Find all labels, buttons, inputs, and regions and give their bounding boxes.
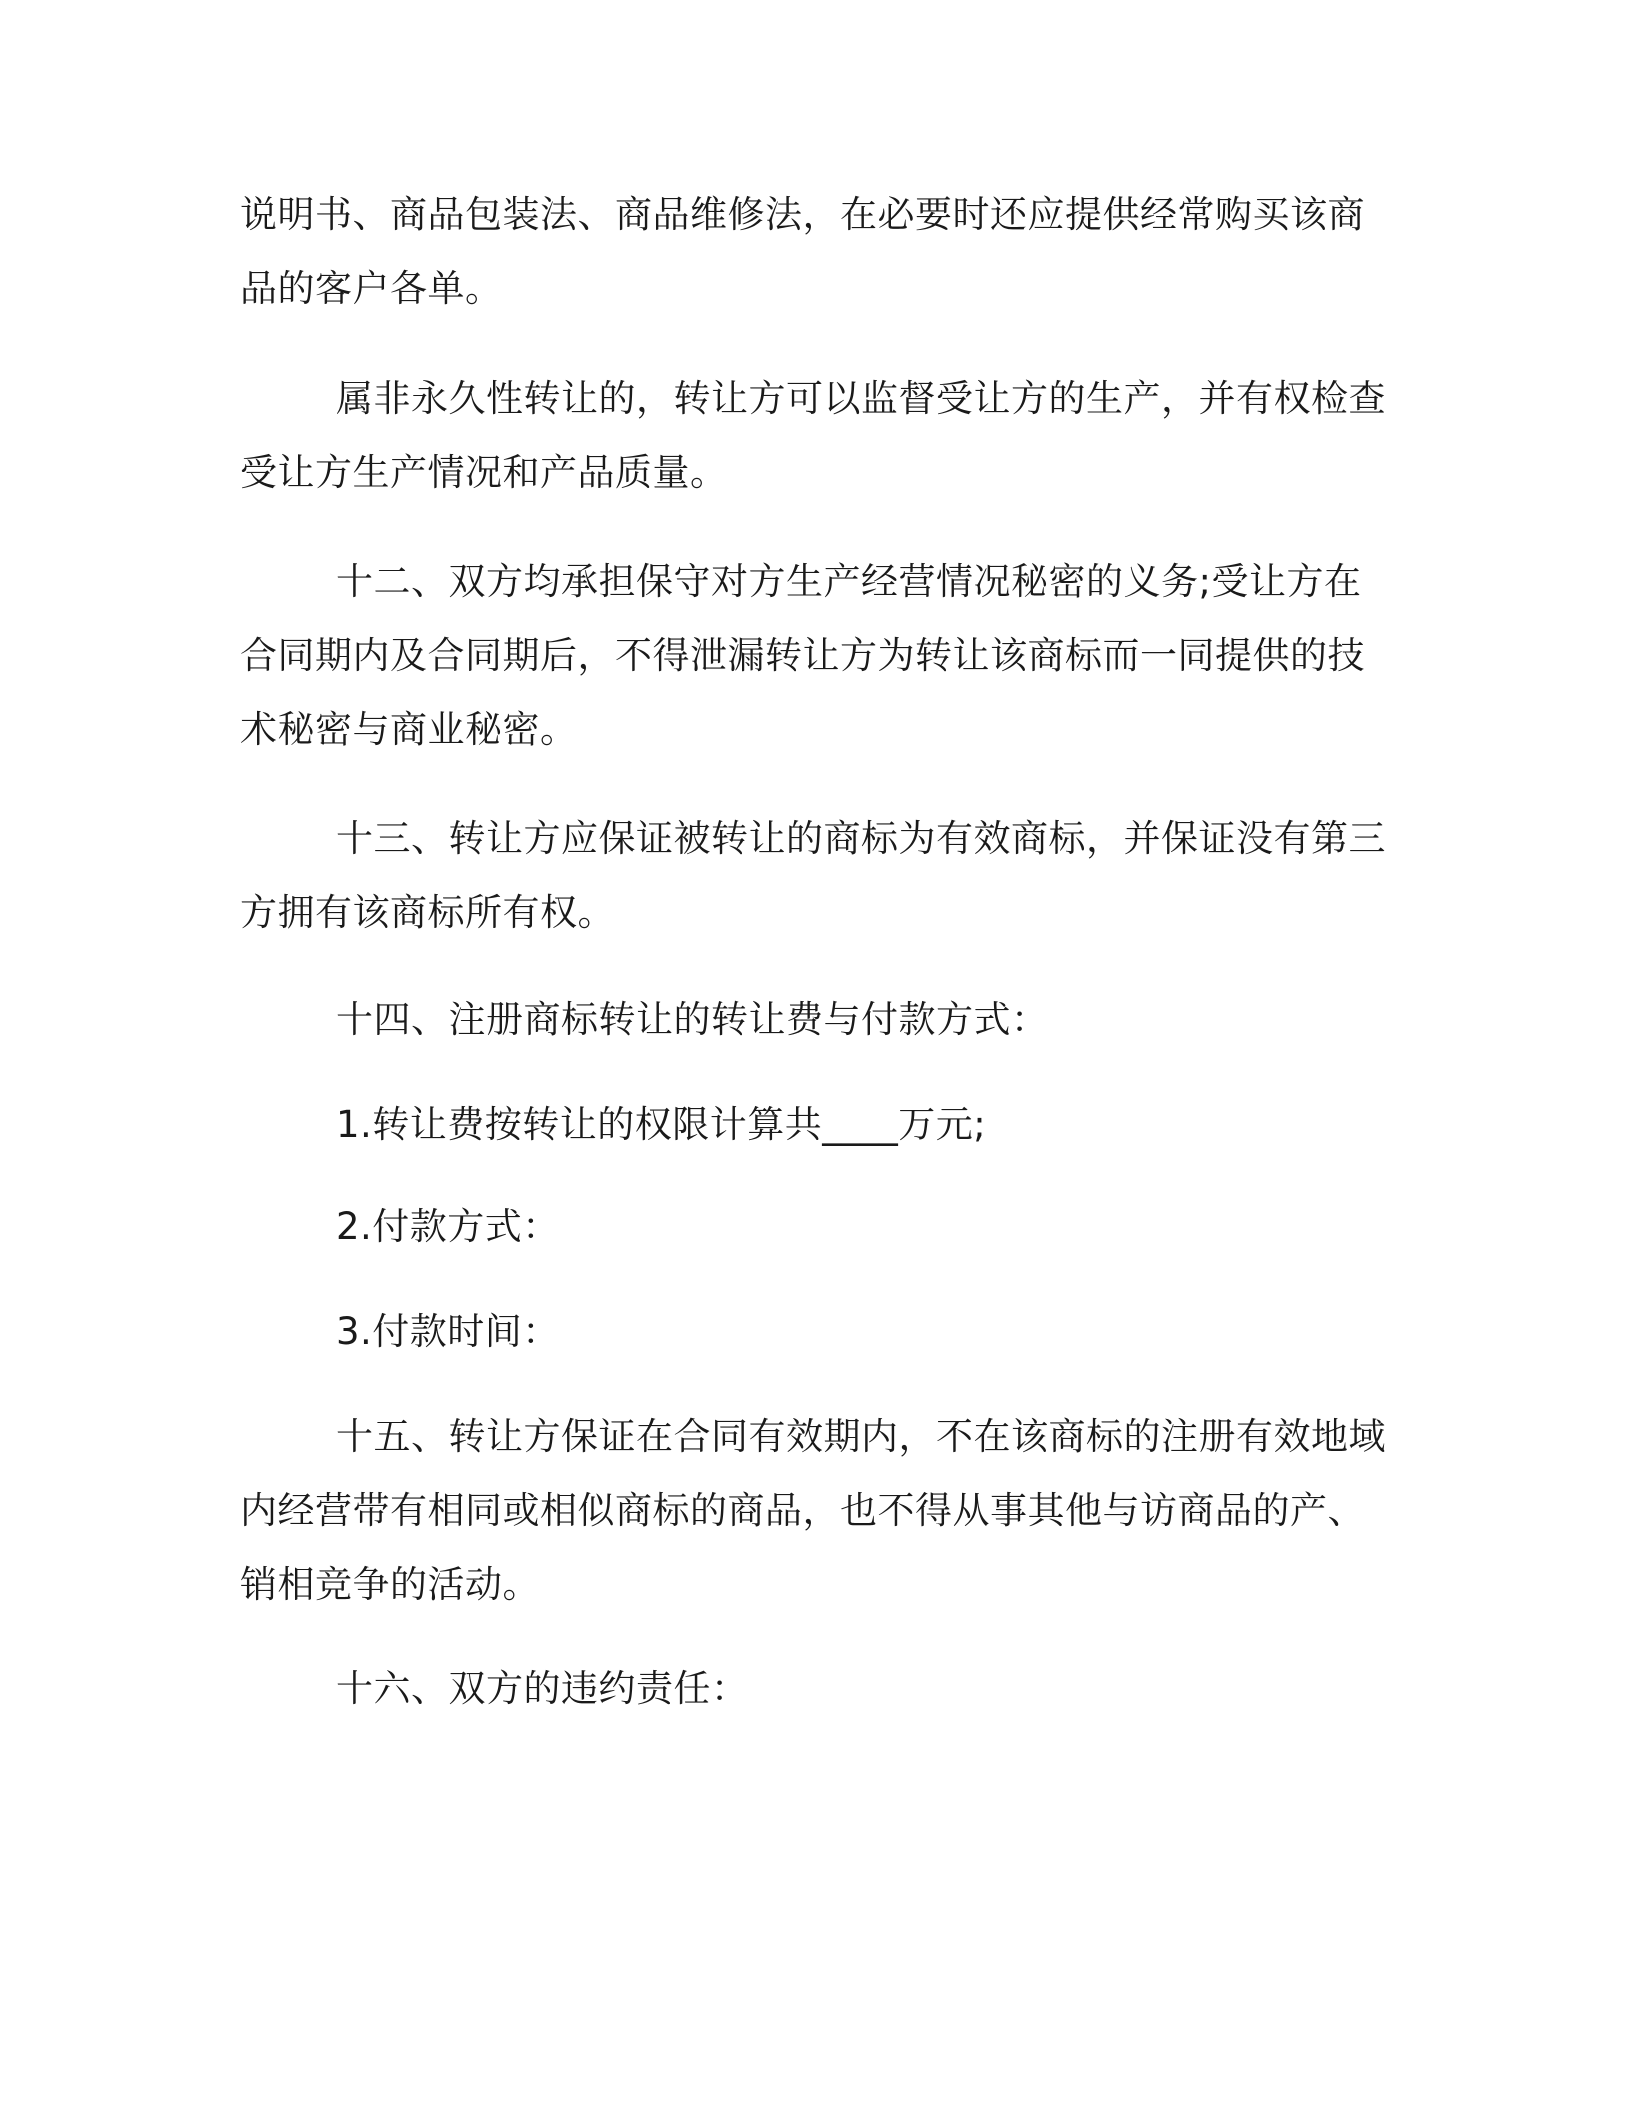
- clause-14-item-2: 2.付款方式：: [336, 1205, 560, 1248]
- clause-16: 十六、双方的违约责任：: [336, 1667, 749, 1710]
- clause-14-item-3: 3.付款时间：: [336, 1310, 560, 1353]
- clause-12: 十二、双方均承担保守对方生产经营情况秘密的义务;受让方在合同期内及合同期后，不得泄漏转让方为转让该商标而一同提供的技术秘密与商业秘密。: [240, 560, 1365, 751]
- paragraph-continuation: 说明书、商品包装法、商品维修法，在必要时还应提供经常购买该商品的客户各单。: [240, 193, 1365, 310]
- clause-13: 十三、转让方应保证被转让的商标为有效商标，并保证没有第三方拥有该商标所有权。: [240, 817, 1386, 934]
- clause-15: 十五、转让方保证在合同有效期内，不在该商标的注册有效地域内经营带有相同或相似商标的商品，也不得从事其他与访商品的产、销相竞争的活动。: [240, 1415, 1386, 1606]
- clause-14: 十四、注册商标转让的转让费与付款方式：: [336, 998, 1049, 1041]
- paragraph-non-permanent-transfer: 属非永久性转让的，转让方可以监督受让方的生产，并有权检查受让方生产情况和产品质量。: [240, 377, 1386, 494]
- clause-14-item-1: 1.转让费按转让的权限计算共____万元;: [336, 1103, 987, 1146]
